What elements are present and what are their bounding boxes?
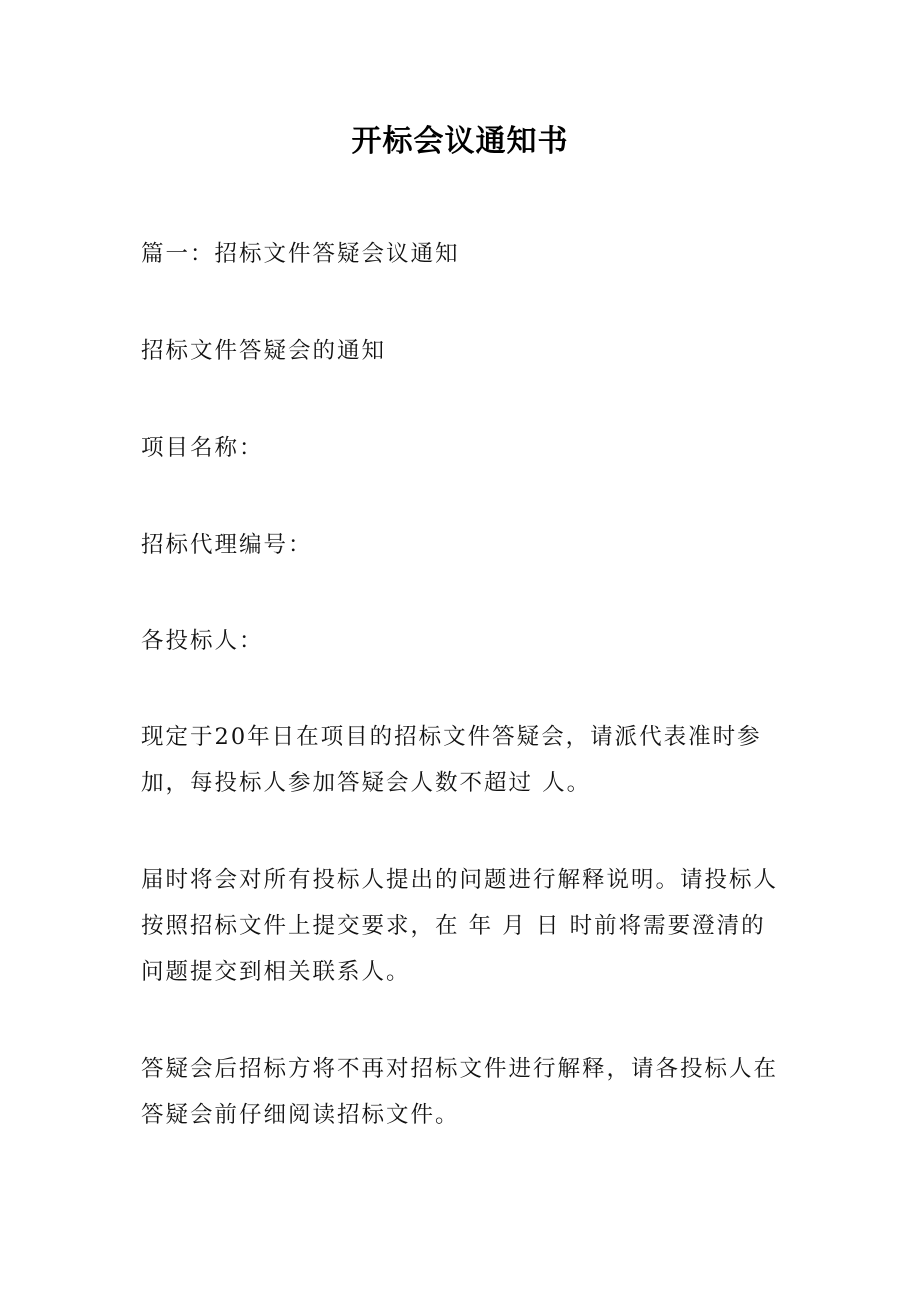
project-name-label: 项目名称：: [141, 435, 264, 461]
salutation: 各投标人：: [141, 628, 264, 654]
paragraph-line: 现定于20年日在项目的招标文件答疑会，请派代表准时参: [141, 724, 762, 750]
notice-heading: 招标文件答疑会的通知: [141, 338, 387, 364]
section-heading: 篇一：招标文件答疑会议通知: [141, 241, 460, 267]
agency-number-label: 招标代理编号：: [141, 532, 313, 558]
paragraph-final-note: [141, 1046, 783, 1138]
paragraph-line: 届时将会对所有投标人提出的问题进行解释说明。请投标人: [141, 867, 779, 893]
paragraph-line: 加，每投标人参加答疑会人数不超过 人。: [141, 770, 592, 796]
paragraph-line: 按照招标文件上提交要求，在 年 月 日 时前将需要澄清的: [141, 913, 766, 939]
paragraph-meeting-time: [141, 714, 783, 806]
paragraph-line: 答疑会前仔细阅读招标文件。: [141, 1102, 460, 1128]
paragraph-line: 答疑会后招标方将不再对招标文件进行解释，请各投标人在: [141, 1056, 779, 1082]
paragraph-line: 问题提交到相关联系人。: [141, 959, 411, 985]
paragraph-question-submission: [141, 857, 783, 995]
document-title: 开标会议通知书: [351, 124, 569, 159]
